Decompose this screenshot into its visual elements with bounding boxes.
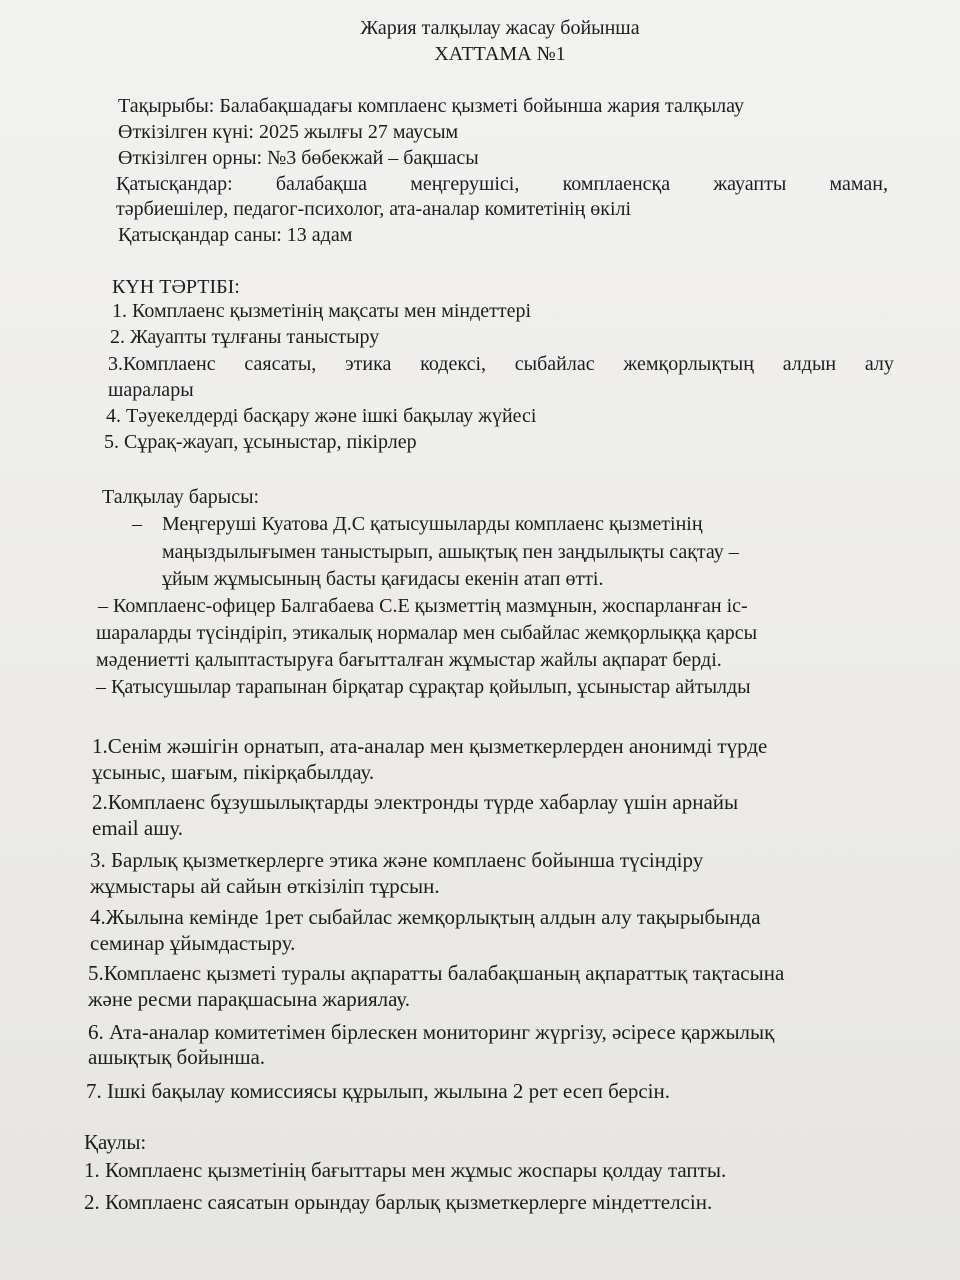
meta-date: Өткізілген күні: 2025 жылғы 27 маусым [118, 121, 459, 143]
proposal-line: және ресми парақшасына жариялау. [88, 987, 411, 1011]
agenda-word: саясаты, [244, 353, 317, 375]
proposal-line: 4.Жылына кемінде 1рет сыбайлас жемқорлықтың алдын алу тақырыбында [90, 905, 761, 929]
meta-participants-line1 [116, 171, 888, 197]
decision-item: 1. Комплаенс қызметінің бағыттары мен жұмыс жоспары қолдау тапты. [84, 1158, 727, 1182]
decision-heading: Қаулы: [84, 1130, 147, 1154]
meta-count: Қатысқандар саны: 13 адам [118, 224, 353, 246]
proposal-line: 2.Комплаенс бұзушылықтарды электронды түрде хабарлау үшін арнайы [92, 790, 739, 814]
proposal-line: email ашу. [92, 816, 184, 840]
discussion-heading: Талқылау барысы: [102, 486, 260, 508]
discussion-line: Меңгеруші Куатова Д.С қатысушыларды комплаенс қызметінің [162, 513, 703, 535]
proposal-line: ұсыныс, шағым, пікірқабылдау. [92, 760, 375, 784]
agenda-word: алу [864, 353, 894, 375]
proposal-line: семинар ұйымдастыру. [90, 931, 296, 955]
participants-word: балабақша [275, 173, 367, 195]
participants-word: жауапты [713, 173, 787, 195]
agenda-item: 2. Жауапты тұлғаны таныстыру [110, 326, 380, 348]
discussion-line: – Қатысушылар тарапынан бірқатар сұрақтар қойылып, ұсыныстар айтылды [96, 676, 751, 698]
proposal-line: 1.Сенім жәшігін орнатып, ата-аналар мен қызметкерлерден анонимді түрде [92, 734, 768, 758]
document-subtitle: Жария талқылау жасау бойынша [360, 17, 640, 39]
agenda-word: жемқорлықтың [623, 353, 754, 375]
discussion-dash: – [132, 513, 142, 535]
agenda-item: 5. Сұрақ-жауап, ұсыныстар, пікірлер [104, 431, 417, 453]
agenda-item: 4. Тәуекелдерді басқару және ішкі бақылау жүйесі [106, 405, 537, 427]
proposal-line: ашықтық бойынша. [88, 1045, 266, 1069]
discussion-line: мәдениетті қалыптастыруға бағытталған жұмыстар жайлы ақпарат берді. [96, 649, 722, 671]
proposal-line: 3. Барлық қызметкерлерге этика және комплаенс бойынша түсіндіру [90, 848, 704, 872]
agenda-item: 1. Комплаенс қызметінің мақсаты мен міндеттері [112, 300, 532, 322]
participants-word: маман, [829, 173, 888, 195]
agenda-word: сыбайлас [514, 353, 595, 375]
decision-item: 2. Комплаенс саясатын орындау барлық қызметкерлерге міндеттелсін. [84, 1190, 713, 1214]
participants-word: комплаенсқа [562, 173, 671, 195]
agenda-item3-line2: шаралары [108, 379, 194, 401]
agenda-word: 3.Комплаенс [108, 353, 216, 375]
discussion-line: – Комплаенс-офицер Балгабаева С.Е қызметтің мазмұнын, жоспарланған іс- [98, 595, 748, 617]
proposal-line: 7. Ішкі бақылау комиссиясы құрылып, жылына 2 рет есеп берсін. [86, 1079, 670, 1103]
discussion-line: шараларды түсіндіріп, этикалық нормалар мен сыбайлас жемқорлыққа қарсы [96, 622, 758, 644]
participants-word: меңгерушісі, [410, 173, 520, 195]
agenda-item3-line1 [108, 351, 894, 377]
proposal-line: 5.Комплаенс қызметі туралы ақпаратты балабақшаның ақпараттық тақтасына [88, 961, 785, 985]
meta-participants-line2: тәрбиешілер, педагог-психолог, ата-аналар комитетінің өкілі [116, 198, 632, 220]
agenda-word: кодексі, [420, 353, 487, 375]
proposal-line: 6. Ата-аналар комитетімен бірлескен мониторинг жүргізу, әсіресе қаржылық [88, 1020, 775, 1044]
meta-topic: Тақырыбы: Балабақшадағы комплаенс қызметі бойынша жария талқылау [118, 95, 744, 117]
participants-word: Қатысқандар: [116, 173, 233, 195]
proposal-line: жұмыстары ай сайын өткізіліп тұрсын. [90, 874, 440, 898]
agenda-word: алдын [782, 353, 837, 375]
agenda-word: этика [345, 353, 392, 375]
document-title: ХАТТАМА №1 [434, 43, 566, 65]
discussion-line: ұйым жұмысының басты қағидасы екенін атап өтті. [162, 568, 604, 590]
meta-place: Өткізілген орны: №3 бөбекжай – бақшасы [118, 147, 479, 169]
agenda-heading: КҮН ТӘРТІБІ: [112, 276, 240, 298]
discussion-line: маңыздылығымен таныстырып, ашықтық пен заңдылықты сақтау – [162, 541, 739, 563]
